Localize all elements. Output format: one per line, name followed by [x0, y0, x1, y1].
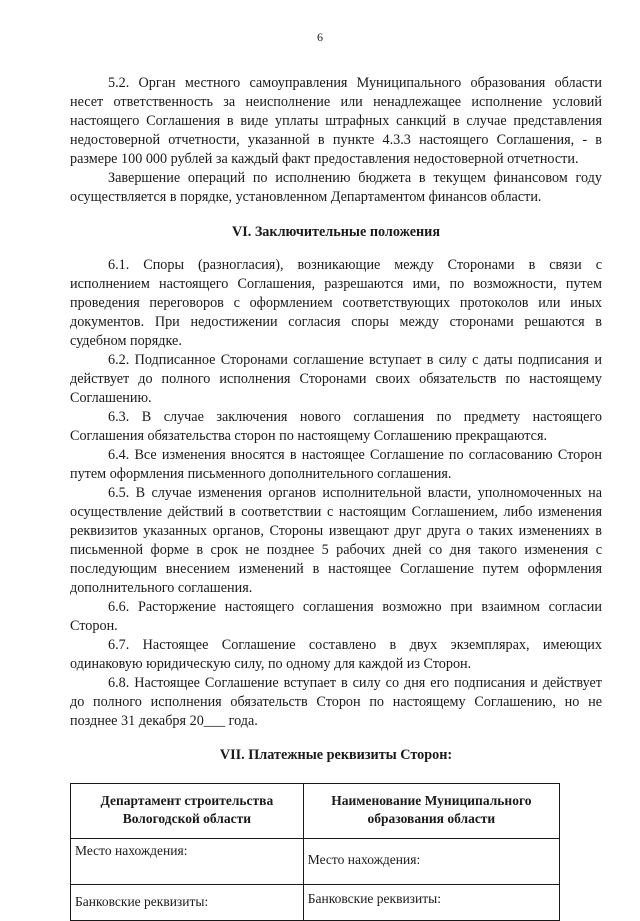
document-body	[70, 74, 602, 921]
paragraph-5-2: 5.2. Орган местного самоуправления Муниципального образования области несет ответственность за неисполнение или ненадлежащее исполнение условий настоящего Соглашения в виде уплаты штрафных санкций в случае представления недостоверной отчетности, указанной в пункте 4.3.3 настоящего Соглашения, - в размере 100 000 рублей за каждый факт предоставления недостоверной отчетности.	[70, 75, 602, 167]
paragraph-budget-completion: Завершение операций по исполнению бюджета в текущем финансовом году осуществляется в порядке, установленном Департаментом финансов области.	[70, 170, 602, 205]
section-6-heading: VI. Заключительные положения	[231, 224, 441, 240]
paragraph-6-3: 6.3. В случае заключения нового соглашения по предмету настоящего Соглашения обязательства сторон по настоящему Соглашению прекращаются.	[70, 409, 602, 444]
paragraph-6-7: 6.7. Настоящее Соглашение составлено в двух экземплярах, имеющих одинаковую юридическую силу, по одному для каждой из Сторон.	[70, 637, 602, 672]
page-number: 6	[317, 30, 323, 44]
paragraph-6-4: 6.4. Все изменения вносятся в настоящее Соглашение по согласованию Сторон путем оформления письменного дополнительного соглашения.	[70, 447, 602, 482]
table-header-row	[71, 784, 560, 839]
cell-bank-right: Банковские реквизиты:	[303, 885, 559, 921]
paragraph-6-1: 6.1. Споры (разногласия), возникающие между Сторонами в связи с исполнением настоящего Соглашения, разрешаются ими, по возможности, путем проведения переговоров с оформлением соответствующих протоколов или иных документов. При недостижении согласия споры между сторонами решаются в судебном порядке.	[70, 257, 602, 349]
table-row-location	[71, 839, 560, 885]
table-row-bank	[71, 885, 560, 921]
cell-location-right: Место нахождения:	[303, 839, 559, 885]
paragraph-6-5: 6.5. В случае изменения органов исполнительной власти, уполномоченных на осуществление действий в соответствии с настоящим Соглашением, либо изменения реквизитов указанных органов, Стороны извещают друг друга о таких изменениях в письменной форме в срок не позднее 5 рабочих дней со дня такого изменения с последующим внесением изменений в настоящее Соглашение путем оформления дополнительного соглашения.	[70, 485, 602, 596]
payment-requisites-table	[70, 783, 560, 921]
paragraph-6-2: 6.2. Подписанное Сторонами соглашение вступает в силу с даты подписания и действует до полного исполнения Сторонами своих обязательств по настоящему Соглашению.	[70, 352, 602, 406]
header-municipality: Наименование Муниципального образования области	[303, 784, 559, 839]
paragraph-6-6: 6.6. Расторжение настоящего соглашения возможно при взаимном согласии Сторон.	[70, 599, 602, 634]
section-7-heading: VII. Платежные реквизиты Сторон:	[219, 747, 453, 763]
cell-location-left: Место нахождения:	[71, 839, 304, 885]
cell-bank-left: Банковские реквизиты:	[71, 885, 304, 921]
header-department: Департамент строительства Вологодской области	[71, 784, 304, 839]
paragraph-6-8: 6.8. Настоящее Соглашение вступает в силу со дня его подписания и действует до полного исполнения обязательств Сторон по настоящему Соглашению, но не позднее 31 декабря 20___ года.	[70, 675, 602, 729]
